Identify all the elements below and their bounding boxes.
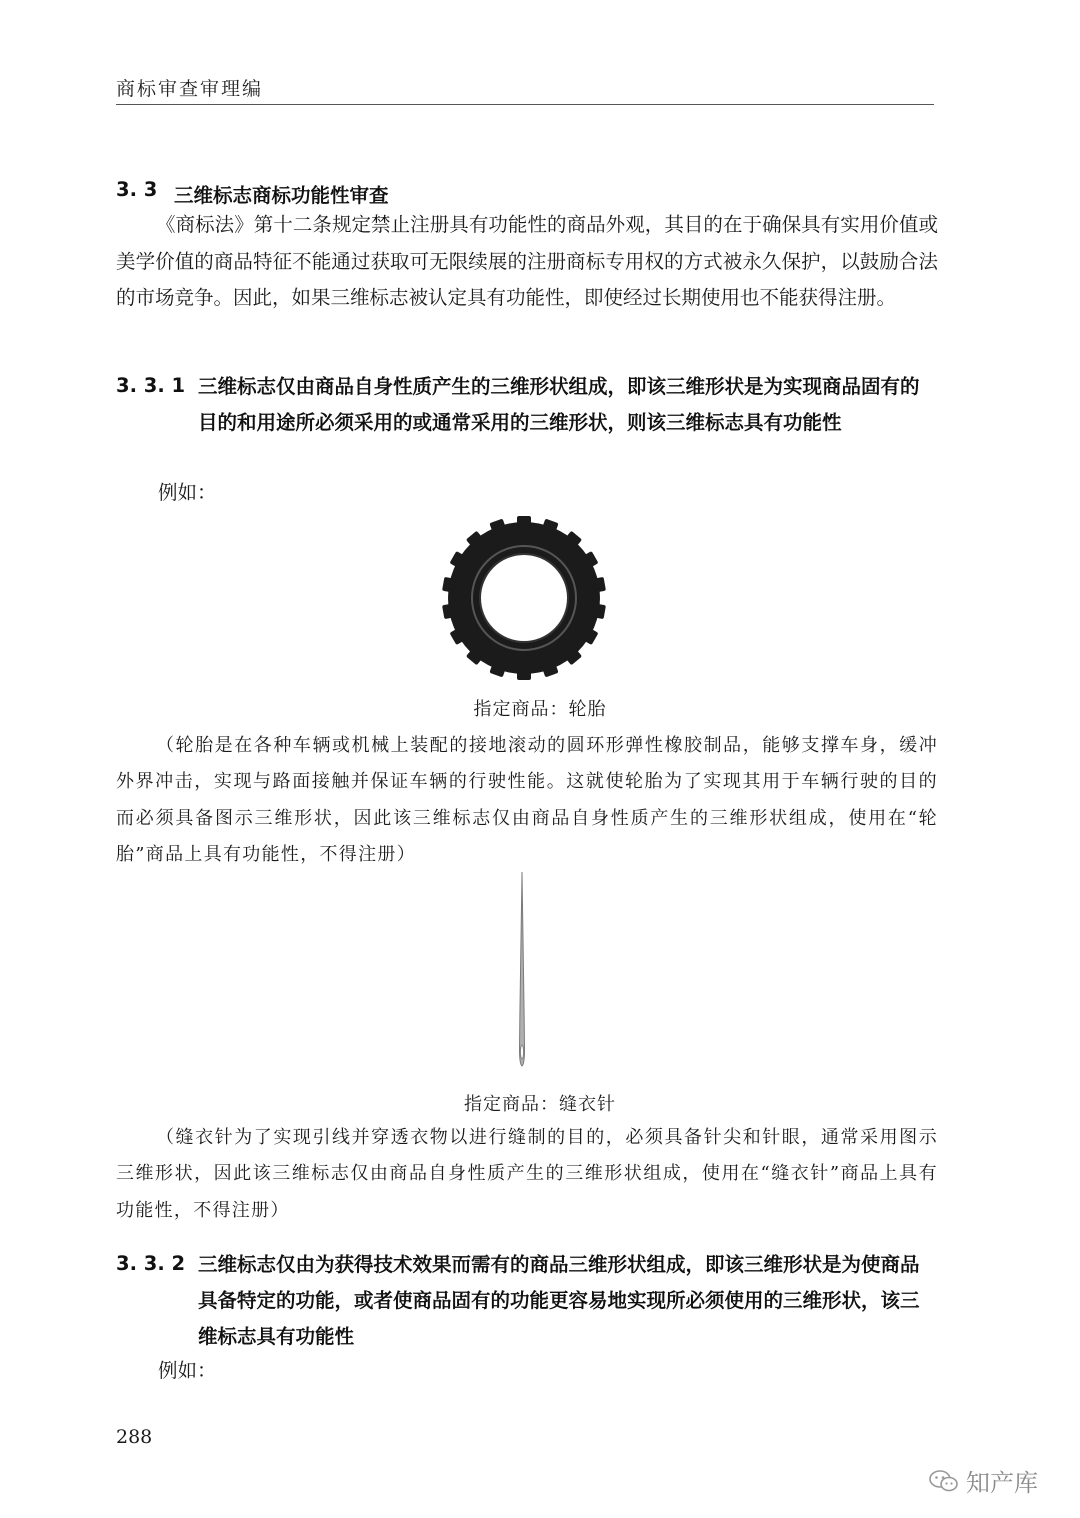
section-title: 三维标志商标功能性审查 bbox=[174, 184, 389, 207]
section-body-3-3: 《商标法》第十二条规定禁止注册具有功能性的商品外观，其目的在于确保具有实用价值或美学价值的商品特征不能通过获取可无限续展的注册商标专用权的方式被永久保护，以鼓励合法的市场竞争。因此，如果三维标志被认定具有功能性，即使经过长期使用也不能获得注册。 bbox=[116, 213, 938, 309]
section-heading-3-3-1 bbox=[0, 374, 1080, 484]
section-title: 三维标志仅由商品自身性质产生的三维形状组成，即该三维形状是为实现商品固有的目的和用途所必须采用的或通常采用的三维形状，则该三维标志具有功能性 bbox=[198, 375, 920, 434]
sewing-needle-icon bbox=[514, 870, 530, 1068]
section-number: 3. 3 bbox=[116, 178, 158, 201]
running-head: 商标审查审理编 bbox=[116, 78, 264, 100]
section-number: 3. 3. 2 bbox=[116, 1252, 186, 1275]
note-needle: （缝衣针为了实现引线并穿透衣物以进行缝制的目的，必须具备针尖和针眼，通常采用图示三维形状，因此该三维标志仅由商品自身性质产生的三维形状组成，使用在“缝衣针”商品上具有功能性，不得注册） bbox=[116, 1127, 938, 1221]
tire-icon bbox=[441, 515, 607, 681]
header-rule bbox=[116, 104, 934, 105]
needle-image bbox=[514, 870, 530, 1068]
note-tire: （轮胎是在各种车辆或机械上装配的接地滚动的圆环形弹性橡胶制品，能够支撑车身，缓冲外界冲击，实现与路面接触并保证车辆的行驶性能。这就使轮胎为了实现其用于车辆行驶的目的而必须具备图示三维形状，因此该三维标志仅由商品自身性质产生的三维形状组成，使用在“轮胎”商品上具有功能性，不得注册） bbox=[116, 735, 938, 865]
section-number: 3. 3. 1 bbox=[116, 374, 186, 397]
page-number: 288 bbox=[116, 1426, 153, 1448]
tire-image bbox=[441, 515, 607, 681]
caption-needle: 指定商品：缝衣针 bbox=[464, 1094, 616, 1115]
watermark bbox=[928, 1463, 1038, 1498]
example-label: 例如： bbox=[158, 1359, 217, 1382]
caption-tire: 指定商品：轮胎 bbox=[473, 699, 607, 720]
section-title: 三维标志仅由为获得技术效果而需有的商品三维形状组成，即该三维形状是为使商品具备特定的功能，或者使商品固有的功能更容易地实现所必须使用的三维形状，该三维标志具有功能性 bbox=[198, 1253, 920, 1348]
section-heading-3-3-2 bbox=[0, 1252, 1080, 1362]
wechat-icon bbox=[928, 1468, 960, 1494]
example-label: 例如： bbox=[158, 481, 217, 504]
watermark-text: 知产库 bbox=[966, 1469, 1038, 1497]
